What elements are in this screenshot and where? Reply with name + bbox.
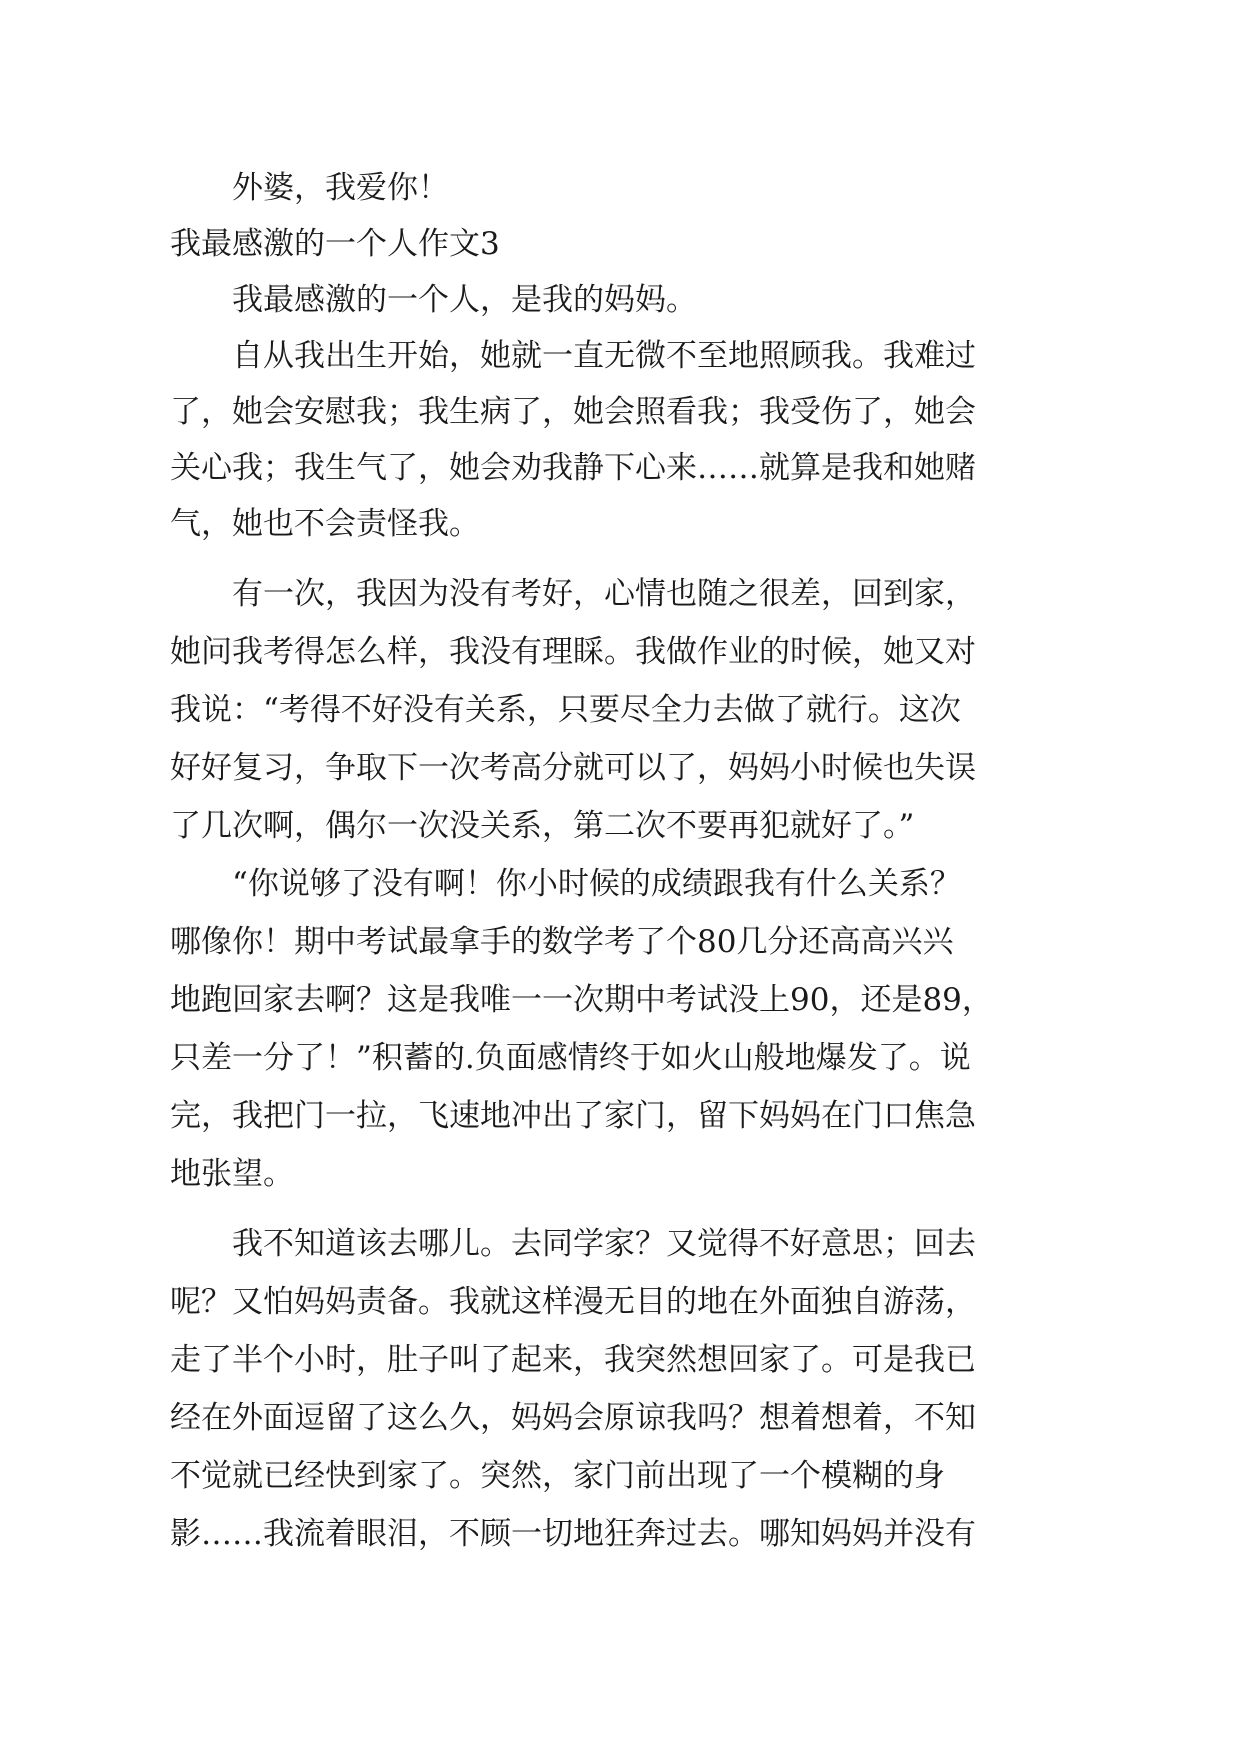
text-line: 不觉就已经快到家了。突然，家门前出现了一个模糊的身 (170, 1458, 945, 1494)
text-line: 哪像你！期中考试最拿手的数学考了个80几分还高高兴兴 (170, 924, 954, 960)
text-line: 经在外面逗留了这么久，妈妈会原谅我吗？想着想着，不知 (170, 1400, 976, 1436)
text-line: 地跑回家去啊？这是我唯一一次期中考试没上90，还是89， (170, 982, 993, 1018)
text-line: 好好复习，争取下一次考高分就可以了，妈妈小时候也失误 (170, 750, 976, 786)
text-line: 地张望。 (170, 1156, 294, 1192)
text-line: 呢？又怕妈妈责备。我就这样漫无目的地在外面独自游荡， (170, 1284, 976, 1320)
text-line: 了几次啊，偶尔一次没关系，第二次不要再犯就好了。” (170, 808, 915, 844)
text-line: 了，她会安慰我；我生病了，她会照看我；我受伤了，她会 (170, 394, 976, 430)
closing-line: 外婆，我爱你！ (232, 170, 449, 206)
text-line: 走了半个小时，肚子叫了起来，我突然想回家了。可是我已 (170, 1342, 976, 1378)
text-line: 气，她也不会责怪我。 (170, 506, 480, 542)
text-line: 我说：“考得不好没有关系，只要尽全力去做了就行。这次 (170, 692, 961, 728)
text-line: 她问我考得怎么样，我没有理睬。我做作业的时候，她又对 (170, 634, 976, 670)
text-line: 有一次，我因为没有考好，心情也随之很差，回到家， (232, 576, 976, 612)
text-line: 只差一分了！”积蓄的.负面感情终于如火山般地爆发了。说 (170, 1040, 971, 1076)
text-line: 我最感激的一个人，是我的妈妈。 (232, 282, 697, 318)
text-line: 影……我流着眼泪，不顾一切地狂奔过去。哪知妈妈并没有 (170, 1516, 976, 1552)
text-line: 关心我；我生气了，她会劝我静下心来……就算是我和她赌 (170, 450, 976, 486)
text-line: 自从我出生开始，她就一直无微不至地照顾我。我难过 (232, 338, 976, 374)
text-line: 我不知道该去哪儿。去同学家？又觉得不好意思；回去 (232, 1226, 976, 1262)
text-line: “你说够了没有啊！你小时候的成绩跟我有什么关系？ (232, 866, 961, 902)
text-line: 完，我把门一拉，飞速地冲出了家门，留下妈妈在门口焦急 (170, 1098, 976, 1134)
essay-title: 我最感激的一个人作文3 (170, 226, 500, 262)
